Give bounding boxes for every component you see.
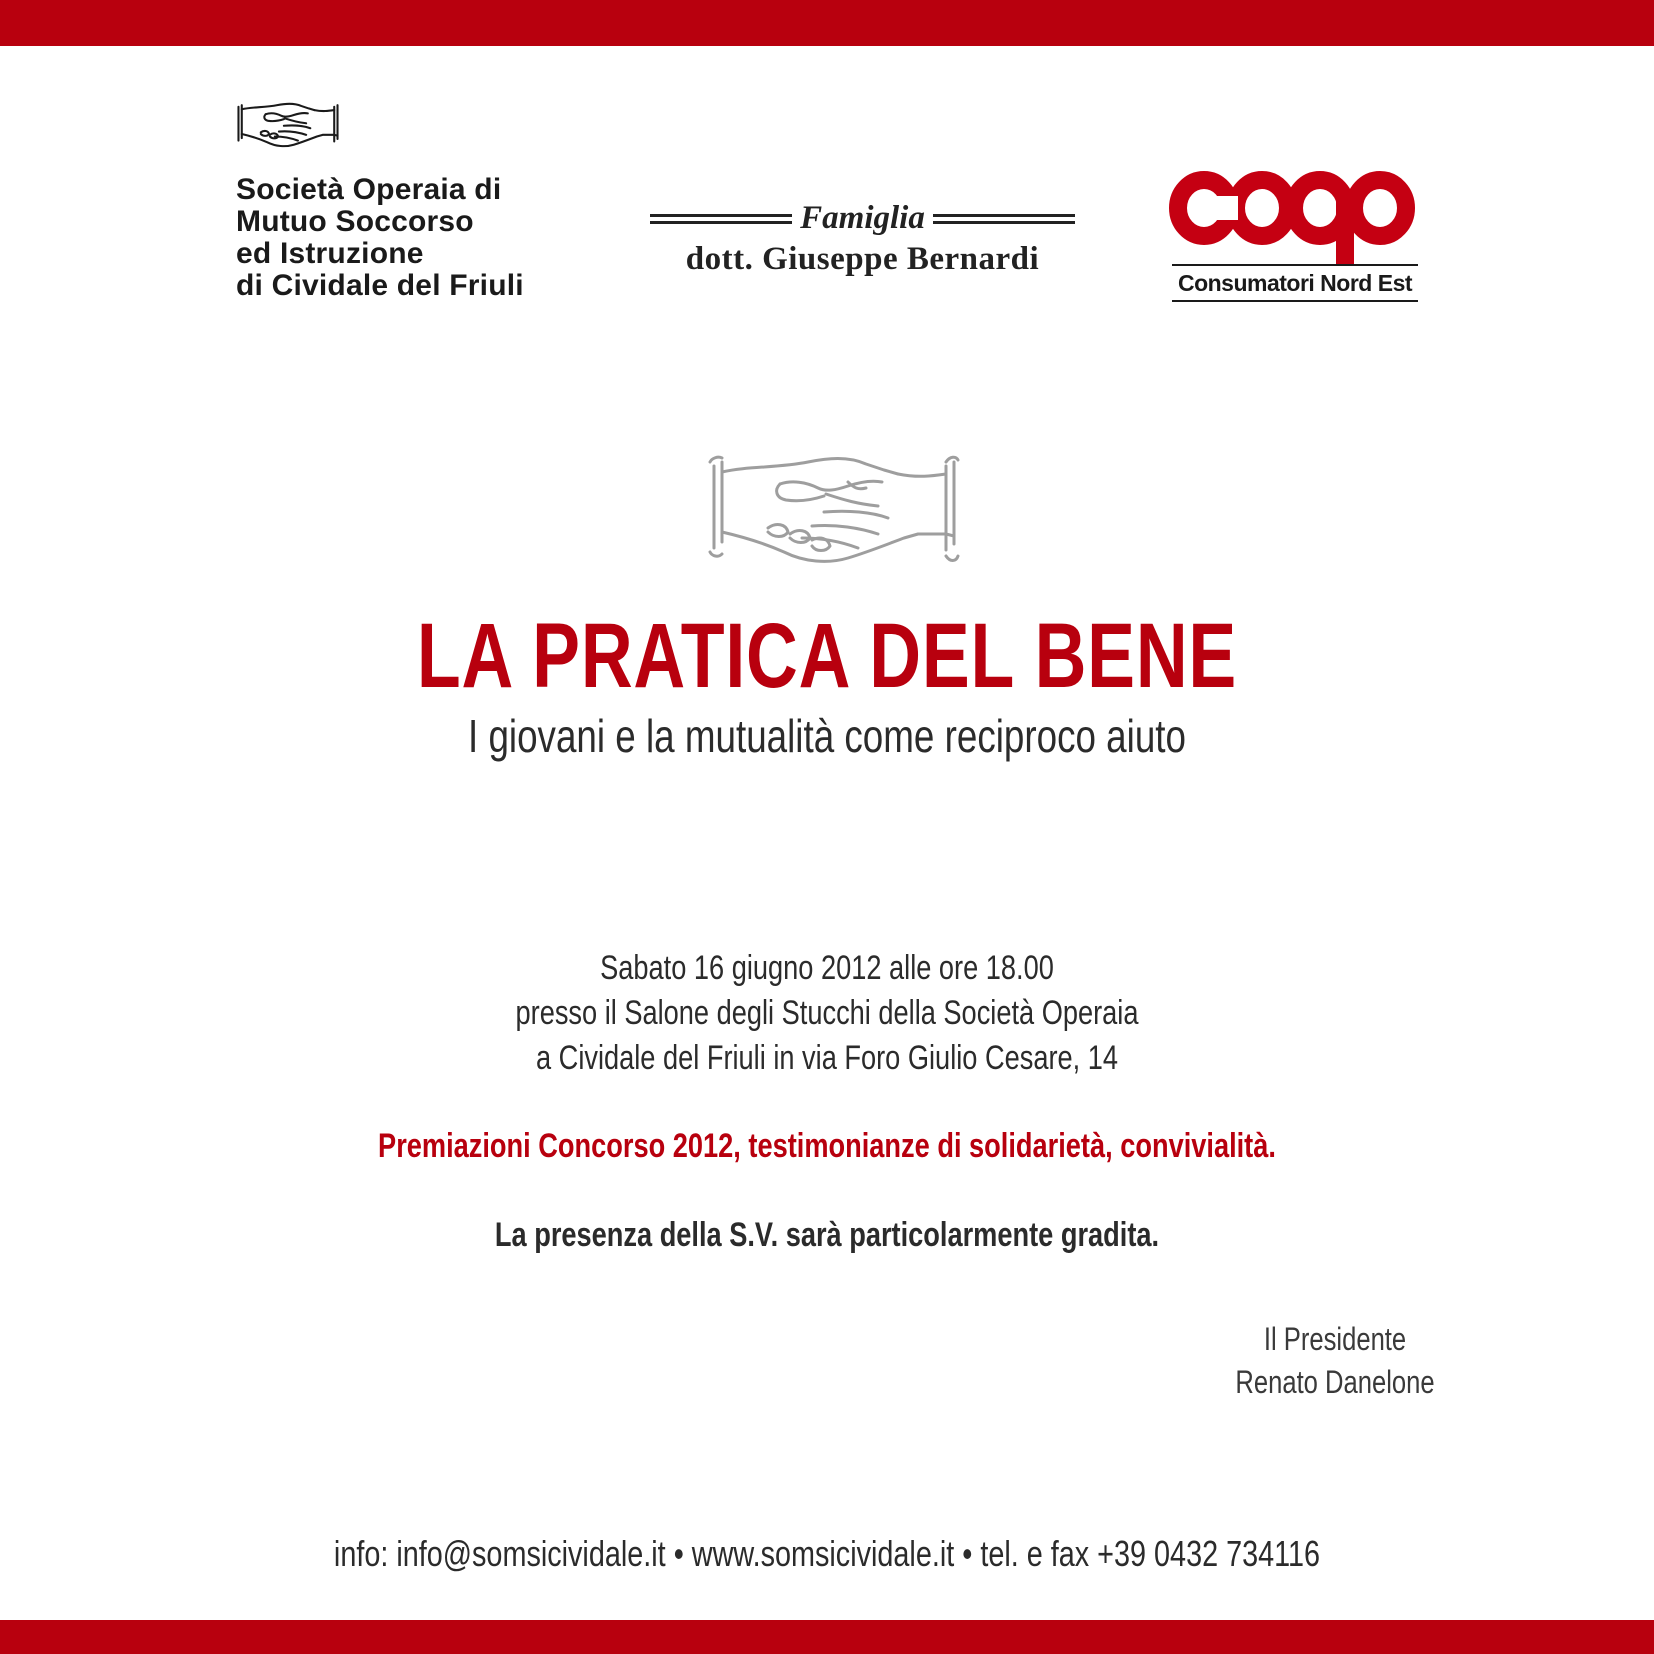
bottom-red-band xyxy=(0,1620,1654,1654)
somsi-line-4: di Cividale del Friuli xyxy=(236,269,524,302)
somsi-line-3: ed Istruzione xyxy=(236,237,424,270)
coop-rule-top xyxy=(1172,264,1418,266)
handshake-icon xyxy=(708,452,960,578)
event-date: Sabato 16 giugno 2012 alle ore 18.00 xyxy=(600,949,1054,987)
somsi-line-1: Società Operaia di xyxy=(236,173,502,206)
coop-wordmark-icon xyxy=(1168,168,1420,264)
top-red-band xyxy=(0,0,1654,46)
event-address: a Cividale del Friuli in via Foro Giulio Cesare, 14 xyxy=(535,1039,1119,1077)
double-rule-right xyxy=(933,214,1075,224)
double-rule-left xyxy=(650,214,792,224)
famiglia-label: Famiglia xyxy=(800,200,925,236)
signature-block xyxy=(1227,1318,1443,1404)
handshake-icon xyxy=(236,100,340,154)
somsi-line-2: Mutuo Soccorso xyxy=(236,205,474,238)
famiglia-name: dott. Giuseppe Bernardi xyxy=(685,241,1040,277)
contact-footer: info: info@somsicividale.it • www.somsicividale.it • tel. e fax +39 0432 734116 xyxy=(333,1533,1321,1574)
coop-subtitle: Consumatori Nord Est xyxy=(1177,270,1413,296)
signature-name: Renato Danelone xyxy=(1235,1364,1435,1400)
coop-rule-bottom xyxy=(1172,300,1418,302)
event-venue: presso il Salone degli Stucchi della Società Operaia xyxy=(515,994,1139,1032)
signature-role: Il Presidente xyxy=(1263,1321,1407,1357)
coop-logo xyxy=(1168,168,1420,308)
event-details xyxy=(165,946,1488,1081)
somsi-logo xyxy=(236,100,524,302)
event-subtitle: I giovani e la mutualità come reciproco aiuto xyxy=(467,710,1186,762)
event-program: Premiazioni Concorso 2012, testimonianze di solidarietà, convivialità. xyxy=(378,1127,1276,1165)
famiglia-bernardi-logo xyxy=(650,200,1075,278)
invitation-note: La presenza della S.V. sarà particolarmente gradita. xyxy=(494,1216,1160,1254)
event-title: LA PRATICA DEL BENE xyxy=(416,605,1238,707)
